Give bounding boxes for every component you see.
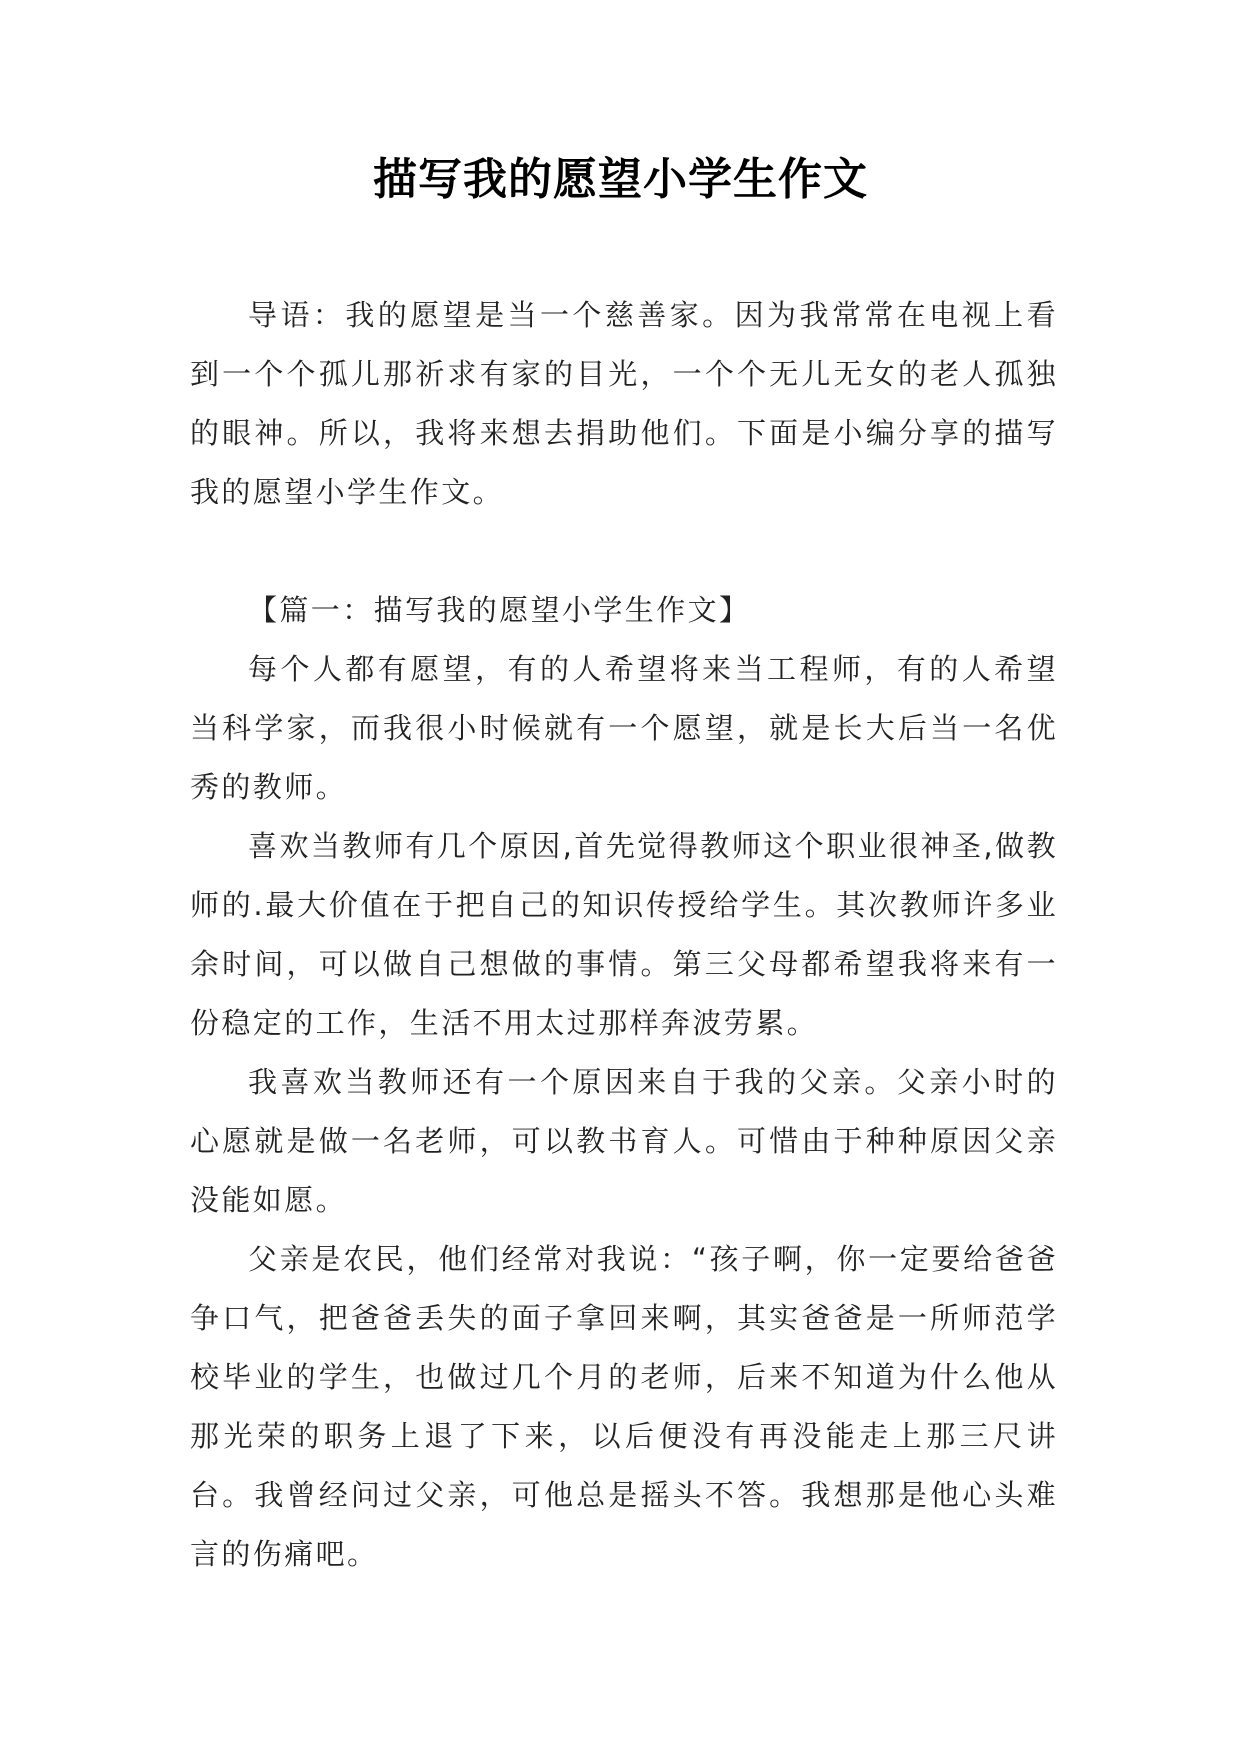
body-paragraph: 喜欢当教师有几个原因,首先觉得教师这个职业很神圣,做教师的.最大价值在于把自己的知识传授给学生。其次教师许多业余时间，可以做自己想做的事情。第三父母都希望我将来有一份稳定的工作，生活不用太过那样奔波劳累。: [190, 829, 1058, 1040]
body-paragraph: 父亲是农民，他们经常对我说：“孩子啊，你一定要给爸爸争口气，把爸爸丢失的面子拿回来啊，其实爸爸是一所师范学校毕业的学生，也做过几个月的老师，后来不知道为什么他从那光荣的职务上退了下来，以后便没有再没能走上那三尺讲台。我曾经问过父亲，可他总是摇头不答。我想那是他心头难言的伤痛吧。: [190, 1242, 1058, 1571]
document-body: [190, 286, 1058, 1584]
intro-paragraph: 导语：我的愿望是当一个慈善家。因为我常常在电视上看到一个个孤儿那祈求有家的目光，一个个无儿无女的老人孤独的眼神。所以，我将来想去捐助他们。下面是小编分享的描写我的愿望小学生作文。: [190, 298, 1058, 509]
body-paragraph: 每个人都有愿望，有的人希望将来当工程师，有的人希望当科学家，而我很小时候就有一个愿望，就是长大后当一名优秀的教师。: [190, 652, 1058, 804]
document-title: 描写我的愿望小学生作文: [373, 154, 868, 205]
body-paragraph: 我喜欢当教师还有一个原因来自于我的父亲。父亲小时的心愿就是做一名老师，可以教书育人。可惜由于种种原因父亲没能如愿。: [190, 1065, 1058, 1217]
section-heading: 【篇一：描写我的愿望小学生作文】: [248, 593, 751, 627]
